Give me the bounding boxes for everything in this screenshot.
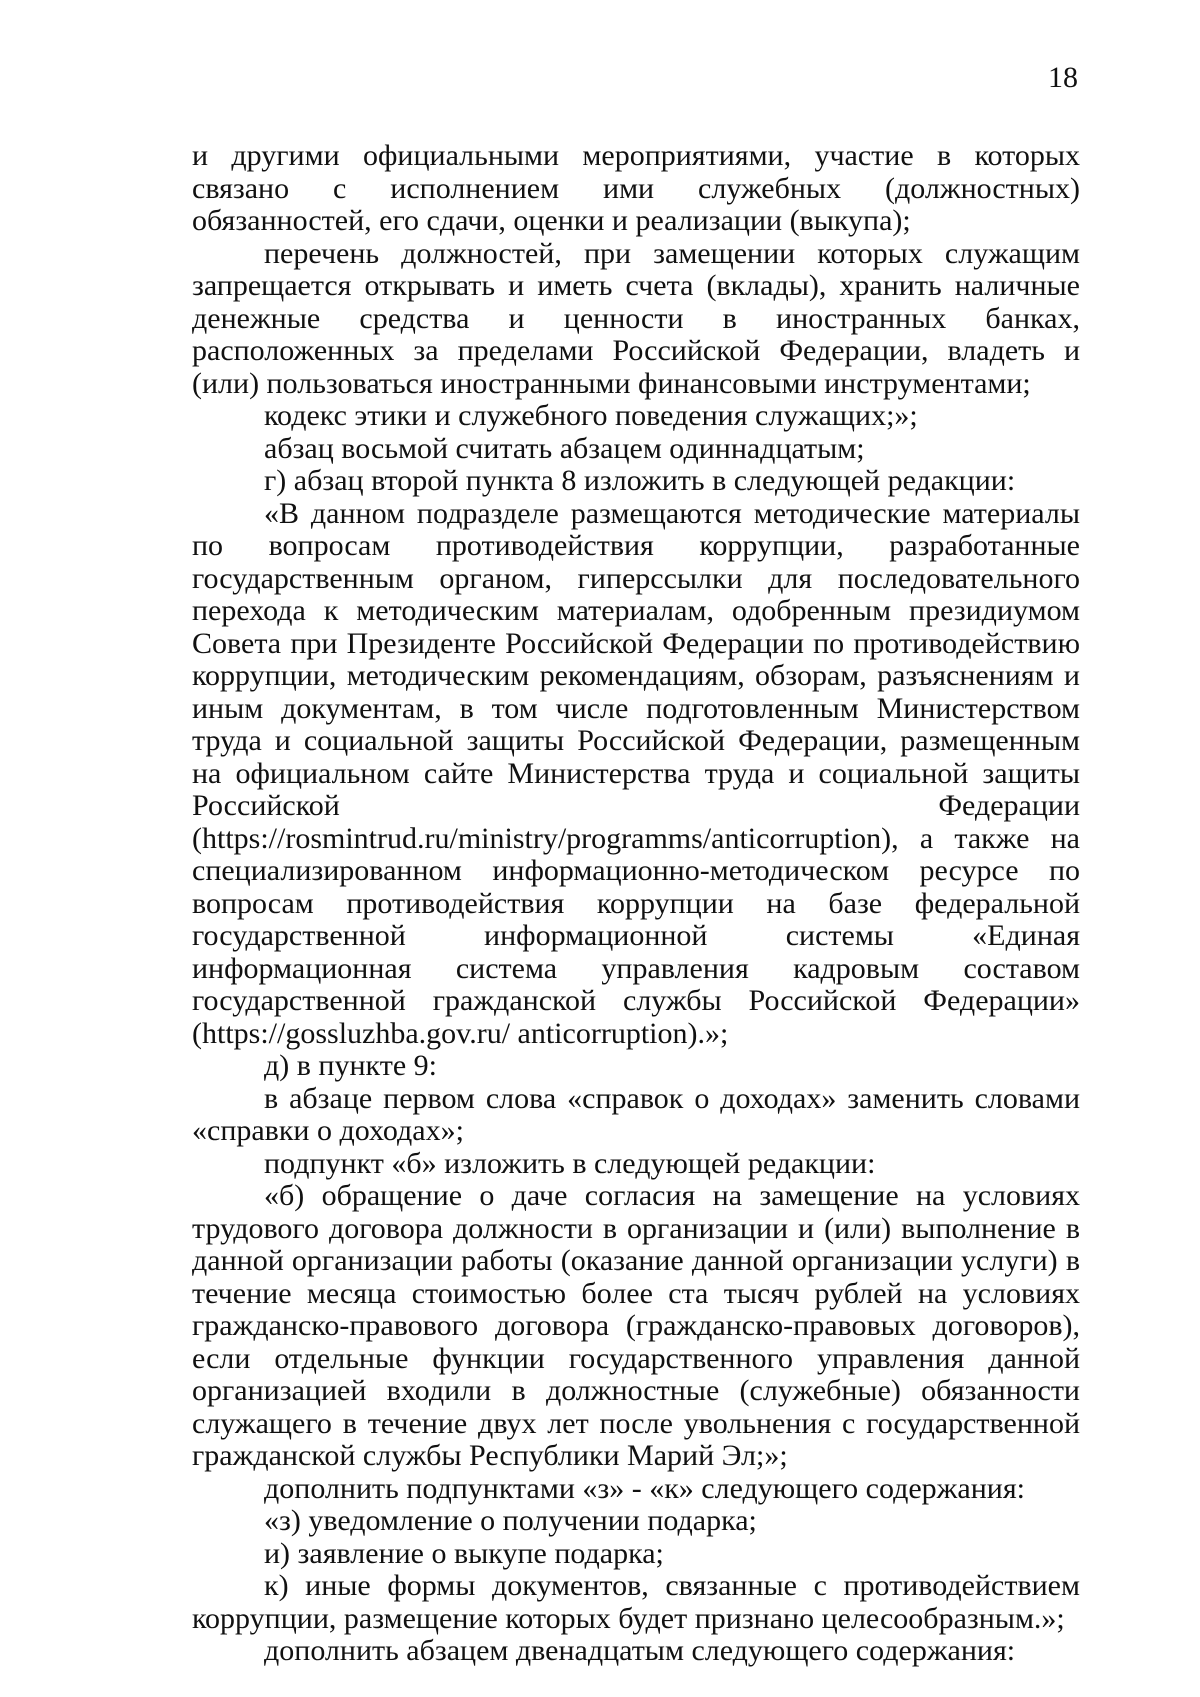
paragraph-12: «з) уведомление о получении подарка; xyxy=(264,1504,757,1537)
paragraph-1: и другими официальными мероприятиями, участие в которых связано с исполнением ими служебных (должностных) обязанностей, его сдачи, оценки и реализации (выкупа); xyxy=(192,139,1080,237)
paragraph-9: подпункт «б» изложить в следующей редакции: xyxy=(264,1146,876,1180)
paragraph-5: г) абзац второй пункта 8 изложить в следующей редакции: xyxy=(264,464,1016,497)
paragraph-7: д) в пункте 9: xyxy=(264,1049,437,1082)
paragraph-6: «В данном подразделе размещаются методические материалы по вопросам противодействия коррупции, разработанные государственным органом, гиперссылки для последовательного перехода к методическим материалам, одобренным президиумом Совета при Президенте Российской Федерации по противодействию коррупции, методическим рекомендациям, обзорам, разъяснениям и иным документам, в том числе подготовленным Министерством труда и социальной защиты Российской Федерации, размещенным на официальном сайте Министерства труда и социальной защиты Российской Федерации (https://rosmintrud.ru/ministry/programms/anticorruption), а также на специализированном информационно-методическом ресурсе по вопросам противодействия коррупции на базе федеральной государственной информационной системы «Единая информационная система управления кадровым составом государственной гражданской службы Российской Федерации» (https://gossluzhba.gov.ru/ anticorruption).»; xyxy=(192,496,1080,1050)
paragraph-10: «б) обращение о даче согласия на замещение на условиях трудового договора должности в организации и (или) выполнение в данной организации работы (оказание данной организации услуги) в течение месяца стоимостью более ста тысяч рублей на условиях гражданско-правового договора (гражданско-правовых договоров), если отдельные функции государственного управления данной организацией входили в должностные (служебные) обязанности служащего в течение двух лет после увольнения с государственной гражданской службы Республики Марий Эл;»; xyxy=(192,1179,1080,1472)
paragraph-15: дополнить абзацем двенадцатым следующего содержания: xyxy=(264,1634,1016,1667)
paragraph-8: в абзаце первом слова «справок о доходах» заменить словами «справки о доходах»; xyxy=(192,1081,1080,1147)
paragraph-4: абзац восьмой считать абзацем одиннадцатым; xyxy=(264,431,865,465)
paragraph-13: и) заявление о выкупе подарка; xyxy=(264,1536,664,1570)
paragraph-2: перечень должностей, при замещении которых служащим запрещается открывать и иметь счета (вклады), хранить наличные денежные средства и ценности в иностранных банках, расположенных за пределами Российской Федерации, владеть и (или) пользоваться иностранными финансовыми инструментами; xyxy=(192,236,1080,400)
paragraph-3: кодекс этики и служебного поведения служащих;»; xyxy=(264,399,918,432)
document-body xyxy=(192,140,1080,1668)
paragraph-11: дополнить подпунктами «з» - «к» следующего содержания: xyxy=(264,1471,1025,1505)
page-number: 18 xyxy=(1048,61,1078,94)
paragraph-14: к) иные формы документов, связанные с противодействием коррупции, размещение которых будет признано целесообразным.»; xyxy=(192,1569,1080,1635)
